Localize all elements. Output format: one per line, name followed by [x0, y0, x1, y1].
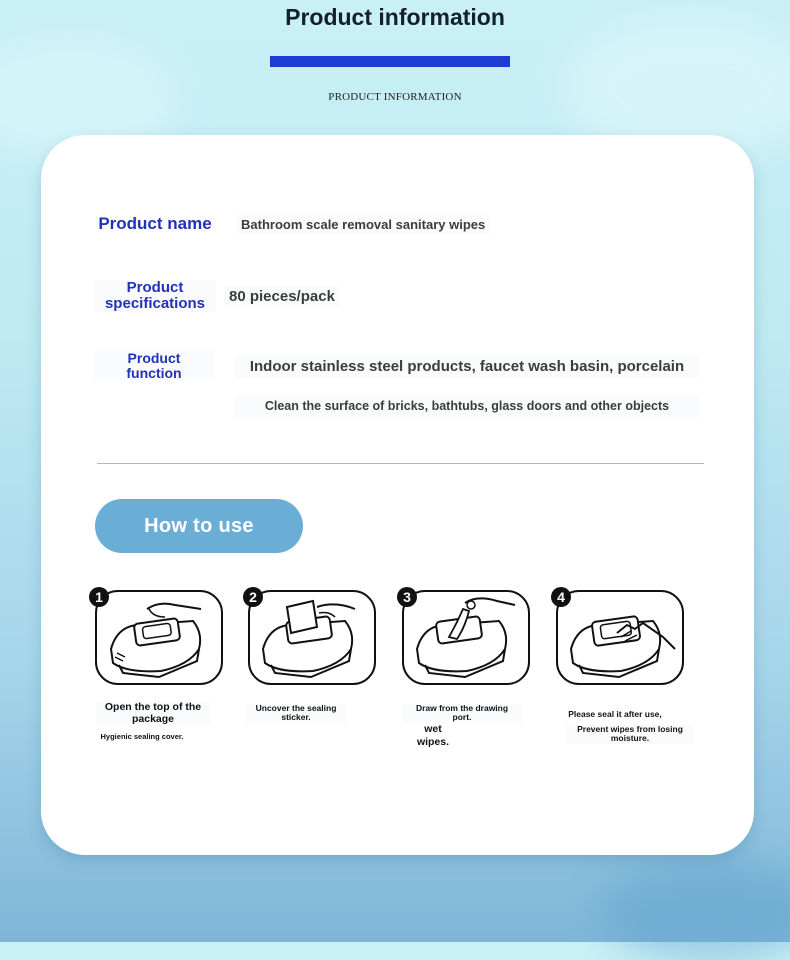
step-2-illustration: [243, 587, 377, 687]
step-4-caption-line-2: Prevent wipes from losing: [577, 724, 683, 734]
product-function-value-line-1: Indoor stainless steel products, faucet wash basin, porcelain: [234, 355, 700, 378]
step-3-illustration: [397, 587, 531, 687]
step-1-caption-line-2: package: [131, 712, 175, 725]
step-4-caption-line-1: Please seal it after use,: [568, 709, 662, 719]
step-1-caption: [96, 702, 210, 725]
step-3-note-line-1: wet: [424, 723, 442, 735]
step-3-caption-line-2: port.: [452, 712, 472, 723]
step-1-note: Hygienic sealing cover.: [100, 732, 184, 741]
step-1-illustration: [89, 587, 223, 687]
product-name-label: Product name: [98, 214, 212, 233]
step-2-caption: [246, 704, 346, 723]
step-2-caption-line-1: Uncover the sealing: [255, 703, 337, 713]
step-3-caption-line-1: Draw from the drawing: [415, 703, 509, 713]
background-blob: [600, 860, 790, 960]
product-name-value: Bathroom scale removal sanitary wipes: [236, 215, 490, 234]
function-label-line-2: function: [126, 364, 182, 381]
step-3-number-icon: 3: [397, 587, 417, 607]
step-4-number-icon: 4: [551, 587, 571, 607]
step-3-note: [408, 723, 458, 749]
page-title: Product information: [285, 4, 505, 30]
product-specifications-label: [94, 280, 216, 312]
page-subtitle: PRODUCT INFORMATION: [328, 91, 462, 103]
step-3-caption: [402, 704, 522, 723]
step-2-number-icon: 2: [243, 587, 263, 607]
product-function-label: [94, 351, 214, 380]
step-4-illustration: [551, 587, 685, 687]
info-card: [41, 135, 754, 855]
product-specifications-value: 80 pieces/pack: [224, 286, 340, 307]
step-3-note-line-2: wipes.: [416, 736, 450, 749]
step-1-caption-line-1: Open the top of the: [104, 701, 202, 713]
how-to-use-button[interactable]: How to use: [95, 499, 303, 553]
function-label-line-1: Product: [127, 350, 181, 366]
step-1-number-icon: 1: [89, 587, 109, 607]
spec-label-line-2: specifications: [104, 294, 206, 312]
spec-label-line-1: Product: [126, 279, 184, 296]
product-function-value-line-2: Clean the surface of bricks, bathtubs, glass doors and other objects: [234, 395, 700, 417]
step-4-caption: [566, 725, 694, 744]
section-divider: [97, 463, 704, 464]
step-2-caption-line-2: sticker.: [281, 712, 311, 723]
step-4-caption-line-3: moisture.: [610, 733, 650, 744]
title-underline: [270, 56, 510, 67]
